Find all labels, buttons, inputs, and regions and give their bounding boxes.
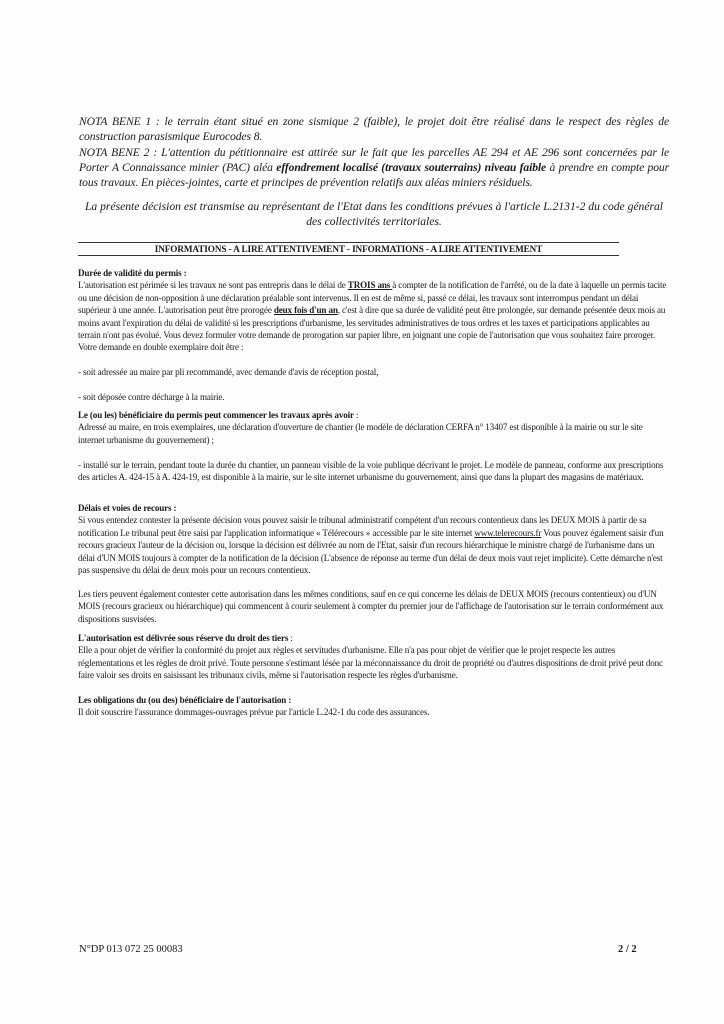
section-beneficiaire [78, 409, 668, 446]
text-run: Vous pouvez également saisir d'un recours gracieux l'auteur de la décision ou, lorsque la décision est délivrée au nom de l'Etat, saisir d'un recours hiérarchique le ministre chargé de l'urbanisme dans un délai d'UN MOIS toujours à compter de la notification de la décision (L'absence de réponse au terme d'un délai de deux mois vaut rejet implicite). Cette démarche n'est pas suspensive du délai de deux mois pour un recours contentieux. [78, 527, 664, 576]
section-paragraph: Elle a pour objet de vérifier la conformité du projet aux règles et servitudes d'urbanisme. Elle n'a pas pour objet de vérifier que le projet respecte les autres réglementations et les règles de droit privé. Toute personne s'estimant lésée par la méconnaissance du droit de propriété ou d'autres dispositions de droit privé peut donc faire valoir ses droits en saisissant les tribunaux civils, même si l'autorisation respecte les règles d'urbanisme. [78, 645, 663, 681]
section-paragraph: - installé sur le terrain, pendant toute la durée du chantier, un panneau visible de la voie publique décrivant le projet. Le modèle de panneau, conforme aux prescriptions des articles A. 424-15 à A. 424-19, est disponible à la mairie, sur le site internet urbanisme du gouvernement, ainsi que dans la plupart des magasins de matériaux. [78, 460, 664, 483]
nota-bene-2 [79, 145, 669, 190]
section-paragraph: Les tiers peuvent également contester cette autorisation dans les mêmes conditions, sauf en ce qui concerne les délais de DEUX MOIS (recours contentieux) ou d'UN MOIS (recours gracieux ou hiérarchique) qui commencent à courir seulement à compter du premier jour de l'affichage de l'autorisation sur le terrain conformément aux dispositions susvisées. [78, 589, 664, 624]
section-paragraph [78, 514, 668, 576]
section-heading [78, 632, 668, 644]
nota-bene-1-text: NOTA BENE 1 : le terrain étant situé en zone sismique 2 (faible), le projet doit être réalisé dans le respect des règles de construction parasismique Eurocodes 8. [79, 115, 669, 143]
footer-reference: N°DP 013 072 25 00083 [79, 944, 183, 955]
section-validite [78, 267, 668, 354]
section-recours [78, 502, 668, 576]
section-heading [78, 409, 668, 421]
section-obligations [78, 694, 668, 719]
heading-text: L'autorisation est délivrée sous réserve du droit des tiers [78, 633, 289, 643]
nota-bene-1 [79, 114, 669, 144]
heading-suffix: : [288, 633, 293, 643]
telerecours-link[interactable]: www.telerecours.fr [474, 527, 542, 538]
banner-rule-bottom [78, 255, 619, 256]
list-item: - soit déposée contre décharge à la mairie. [78, 392, 225, 402]
text-run: , c'est à dire que sa durée de validité peut être prolongée, sur demande présentée deux mois au moins avant l'expiration du délai de validité si les prescriptions d'urbanisme, les servitudes administratives de tous ordres et les taxes et participations applicables au terrain n'ont pas évolué. Vous devez formuler votre demande de prorogation sur papier libre, en joignant une copie de l'autorisation que vous souhaitez faire proroger. Votre demande en double exemplaire doit être : [78, 305, 666, 353]
emphasis-deux-fois: deux fois d'un an [273, 305, 338, 316]
nota-bene-2-text-end: à prendre en compte pour tous travaux. En pièces-jointes, carte et principes de prévention relatifs aux aléas miniers résiduels. [79, 161, 670, 189]
section-paragraph: Il doit souscrire l'assurance dommages-ouvrages prévue par l'article L.242-1 du code des assurances. [78, 707, 430, 718]
text-run: à compter de la notification de l'arrêté, ou de la date à laquelle un permis tacite ou une décision de non-opposition à une déclaration préalable sont intervenus. Il en est de même si, passé ce délai, les travaux sont interrompus pendant un délai supérieur à une année. L'autorisation peut être prorogée [78, 280, 667, 316]
information-banner: INFORMATIONS - A LIRE ATTENTIVEMENT - INFORMATIONS - A LIRE ATTENTIVEMENT [154, 244, 543, 254]
section-heading: Durée de validité du permis : [78, 268, 187, 278]
text-run: Si vous entendez contester la présente décision vous pouvez saisir le tribunal administratif compétent d'un recours contentieux dans les DEUX MOIS à partir de sa notification Le tribunal peut être saisi par l'application informatique « Télérecours » accessible par le site internet [78, 515, 647, 538]
text-run: L'autorisation est périmée si les travaux ne sont pas entrepris dans le délai de [78, 280, 348, 291]
transmission-notice: La présente décision est transmise au représentant de l'Etat dans les conditions prévues à l'article L.2131-2 du code général des collectivités territoriales. [84, 200, 664, 228]
page-number: 2 / 2 [618, 944, 637, 955]
list-item: - soit adressée au maire par pli recommandé, avec demande d'avis de réception postal, [78, 367, 379, 377]
nota-bene-2-text: NOTA BENE 2 : L'attention du pétitionnaire est attirée sur le fait que les parcelles AE 294 et AE 296 sont concernées par le Porter A Connaissance minier (PAC) aléa [79, 146, 669, 174]
section-reserve [78, 632, 668, 682]
section-paragraph: Adressé au maire, en trois exemplaires, une déclaration d'ouverture de chantier (le modèle de déclaration CERFA n° 13407 est disponible à la mairie ou sur le site internet urbanisme du gouvernement) ; [78, 422, 643, 445]
emphasis-trois-ans: TROIS ans [347, 280, 393, 291]
section-heading: Délais et voies de recours : [78, 503, 177, 513]
heading-suffix: : [353, 410, 359, 420]
section-heading: Les obligations du (ou des) bénéficiaire de l'autorisation : [78, 695, 292, 705]
section-paragraph [78, 279, 668, 353]
heading-text: Le (ou les) bénéficiaire du permis peut commencer les travaux après avoir [78, 410, 354, 420]
nota-bene-2-emphasis: effondrement localisé (travaux souterrains) niveau faible [276, 161, 547, 174]
